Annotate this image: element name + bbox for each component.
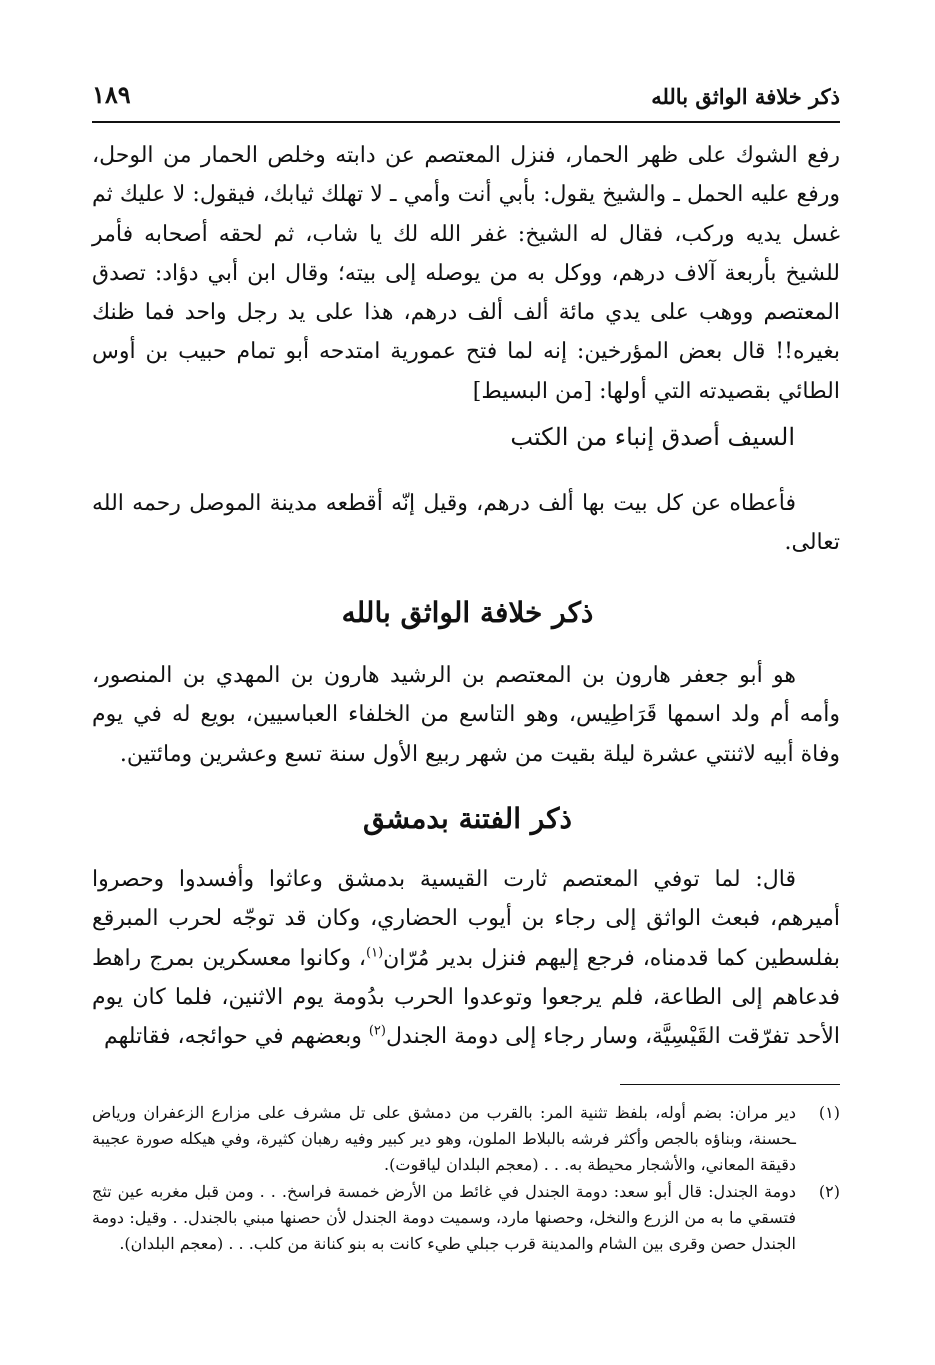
paragraph-segment: قال: لما توفي المعتصم ثارت القيسية بدمشق وعاثوا وأفسدوا وحصروا أميرهم، فبعث الواثق إلى رجاء بن أيوب الحضاري، وكان قد توجّه لحرب المبرقع بفلسطين كما قدمناه، فرجع إليهم فنزل بدير مُرّان bbox=[92, 867, 840, 971]
paragraph-text: رفع الشوك على ظهر الحمار، فنزل المعتصم عن دابته وخلص الحمار من الوحل، ورفع عليه الحمل ـ والشيخ يقول: بأبي أنت وأمي ـ لا تهلك ثيابك، فيقول: لا عليك ثم غسل يديه وركب، فقال له الشيخ: غفر الله لك يا شاب، ثم لحقه أصحابه فأمر للشيخ بأربعة آلاف درهم، ووكل به من يوصله إلى بيته؛ وقال ابن أبي دؤاد: تصدق المعتصم ووهب على يدي مائة ألف ألف درهم، هذا على يد رجل واحد فما ظنك بغيره!! قال بعض المؤرخين: إنه لما فتح عمورية امتدحه أبو تمام حبيب بن أوس الطائي بقصيدته التي أولها: [من البسيط] bbox=[92, 143, 840, 404]
footnote-marker: (١) bbox=[818, 1103, 840, 1122]
paragraph-wathiq-bio bbox=[92, 656, 840, 774]
footnote-divider bbox=[620, 1084, 840, 1085]
footnote-text: دير مران: بضم أوله، بلفظ تثنية المر: بالقرب من دمشق على تل مشرف على مزارع الزعفران ورياض ـحسنة، وبناؤه بالجص وأكثر فرشه بالبلاط الملون، وهو دير كبير وفيه رهبان كثيرة، وفي هيكله صورة عجيبة دقيقة المعاني، والأشجار محيطة به. . . (معجم البلدان لياقوت). bbox=[92, 1103, 796, 1174]
running-header bbox=[92, 78, 840, 118]
footnote-1 bbox=[92, 1100, 840, 1177]
footnote-ref-2[interactable]: (٢) bbox=[368, 1023, 386, 1039]
footnotes bbox=[92, 1100, 840, 1259]
section-heading-damascus: ذكر الفتنة بدمشق bbox=[363, 802, 572, 835]
footnote-marker: (٢) bbox=[818, 1182, 840, 1202]
footnote-ref-1[interactable]: (١) bbox=[366, 945, 384, 961]
footnote-text: دومة الجندل: قال أبو سعد: دومة الجندل في غائط من الأرض خمسة فراسخ. . . ومن قبل مغربه عين تثج فتسقي ما به من الزرع والنخل، وحصنها مارد، وسميت دومة الجندل لأن حصنها مبني بالجندل. . وقيل: دومة الجندل حصن وقرى بين الشام والمدينة قرب جبلي طيء كانت به بنو كنانة من كلب. . . (معجم البلدان). bbox=[92, 1182, 797, 1253]
footnote-2 bbox=[92, 1179, 840, 1256]
paragraph-continuation bbox=[92, 136, 840, 411]
running-title: ذكر خلافة الواثق بالله bbox=[651, 84, 840, 109]
paragraph-segment: ، وكانوا معسكرين بمرج راهط فدعاهم إلى الطاعة، فلم يرجعوا وتوعدوا الحرب بدُومة يوم الاثنين، فلما كان يوم الأحد تفرّقت القَيْسِيَّة، وسار رجاء إلى دومة الجندل bbox=[92, 945, 840, 1050]
verse-text: السيف أصدق إنباء من الكتب bbox=[510, 423, 795, 451]
paragraph-text bbox=[92, 860, 840, 1056]
paragraph-segment: وبعضهم في حوائجه، فقاتلهم bbox=[103, 1024, 369, 1050]
page-number: ١٨٩ bbox=[92, 80, 131, 109]
poem-verse bbox=[510, 423, 795, 451]
paragraph-reward bbox=[92, 484, 840, 563]
paragraph-text: هو أبو جعفر هارون بن المعتصم بن الرشيد هارون بن المهدي بن المنصور، وأمه أم ولد اسمها قَرَاطِيس، وهو التاسع من الخلفاء العباسيين، بويع له في يوم وفاة أبيه لاثنتي عشرة ليلة بقيت من شهر ربيع الأول سنة تسع وعشرين ومائتين. bbox=[92, 663, 840, 767]
section-heading-wathiq: ذكر خلافة الواثق بالله bbox=[341, 596, 594, 629]
header-divider bbox=[92, 121, 840, 123]
paragraph-text: فأعطاه عن كل بيت بها ألف درهم، وقيل إنّه أقطعه مدينة الموصل رحمه الله تعالى. bbox=[92, 491, 840, 556]
paragraph-damascus-fitna bbox=[92, 860, 840, 1056]
